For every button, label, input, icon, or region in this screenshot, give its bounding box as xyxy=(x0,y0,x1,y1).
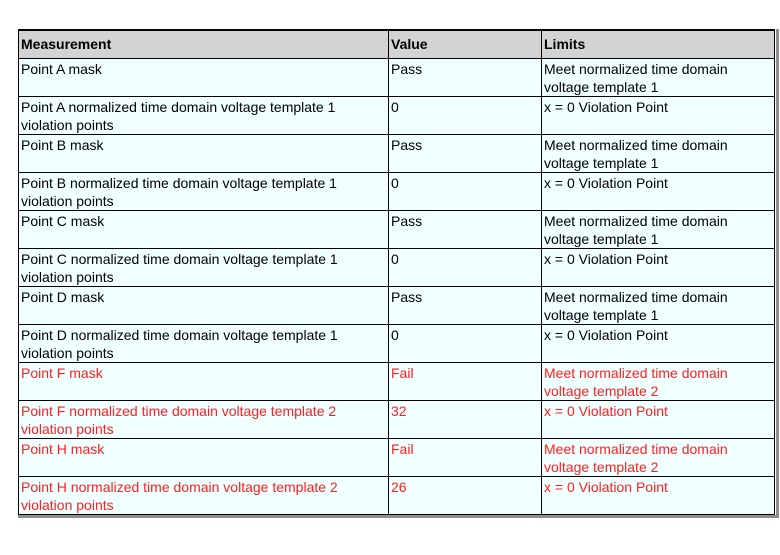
value-cell: Pass xyxy=(389,134,542,172)
value-cell: Fail xyxy=(389,438,542,476)
value-cell: 0 xyxy=(389,96,542,134)
table-row xyxy=(19,476,775,514)
table-row xyxy=(19,362,775,400)
limits-cell: x = 0 Violation Point xyxy=(542,400,775,438)
value-cell: Pass xyxy=(389,286,542,324)
limits-cell: x = 0 Violation Point xyxy=(542,324,775,362)
table-row xyxy=(19,400,775,438)
limits-cell: x = 0 Violation Point xyxy=(542,476,775,514)
value-cell: 0 xyxy=(389,324,542,362)
measurement-cell: Point C normalized time domain voltage template 1 violation points xyxy=(19,248,389,286)
table-row xyxy=(19,134,775,172)
measurement-cell: Point A normalized time domain voltage template 1 violation points xyxy=(19,96,389,134)
value-cell: Pass xyxy=(389,58,542,96)
measurement-cell: Point D mask xyxy=(19,286,389,324)
header-measurement: Measurement xyxy=(19,30,389,58)
table-row xyxy=(19,248,775,286)
table-row xyxy=(19,324,775,362)
results-table-container xyxy=(18,29,779,518)
limits-cell: Meet normalized time domain voltage template 1 xyxy=(542,286,775,324)
measurement-cell: Point C mask xyxy=(19,210,389,248)
value-cell: Pass xyxy=(389,210,542,248)
limits-cell: Meet normalized time domain voltage template 1 xyxy=(542,134,775,172)
value-cell: 0 xyxy=(389,172,542,210)
table-row xyxy=(19,172,775,210)
measurement-cell: Point H mask xyxy=(19,438,389,476)
measurement-cell: Point D normalized time domain voltage template 1 violation points xyxy=(19,324,389,362)
limits-cell: Meet normalized time domain voltage template 2 xyxy=(542,362,775,400)
limits-cell: Meet normalized time domain voltage template 1 xyxy=(542,58,775,96)
measurement-cell: Point H normalized time domain voltage template 2 violation points xyxy=(19,476,389,514)
table-row xyxy=(19,58,775,96)
header-value: Value xyxy=(389,30,542,58)
limits-cell: x = 0 Violation Point xyxy=(542,248,775,286)
measurement-cell: Point B mask xyxy=(19,134,389,172)
measurement-cell: Point F normalized time domain voltage template 2 violation points xyxy=(19,400,389,438)
results-table xyxy=(18,29,775,515)
value-cell: 26 xyxy=(389,476,542,514)
table-row xyxy=(19,96,775,134)
measurement-cell: Point F mask xyxy=(19,362,389,400)
table-header-row xyxy=(19,30,775,58)
limits-cell: Meet normalized time domain voltage template 1 xyxy=(542,210,775,248)
table-row xyxy=(19,210,775,248)
measurement-cell: Point A mask xyxy=(19,58,389,96)
value-cell: 32 xyxy=(389,400,542,438)
measurement-cell: Point B normalized time domain voltage template 1 violation points xyxy=(19,172,389,210)
value-cell: 0 xyxy=(389,248,542,286)
table-row xyxy=(19,438,775,476)
table-row xyxy=(19,286,775,324)
header-limits: Limits xyxy=(542,30,775,58)
value-cell: Fail xyxy=(389,362,542,400)
limits-cell: x = 0 Violation Point xyxy=(542,172,775,210)
limits-cell: Meet normalized time domain voltage template 2 xyxy=(542,438,775,476)
limits-cell: x = 0 Violation Point xyxy=(542,96,775,134)
